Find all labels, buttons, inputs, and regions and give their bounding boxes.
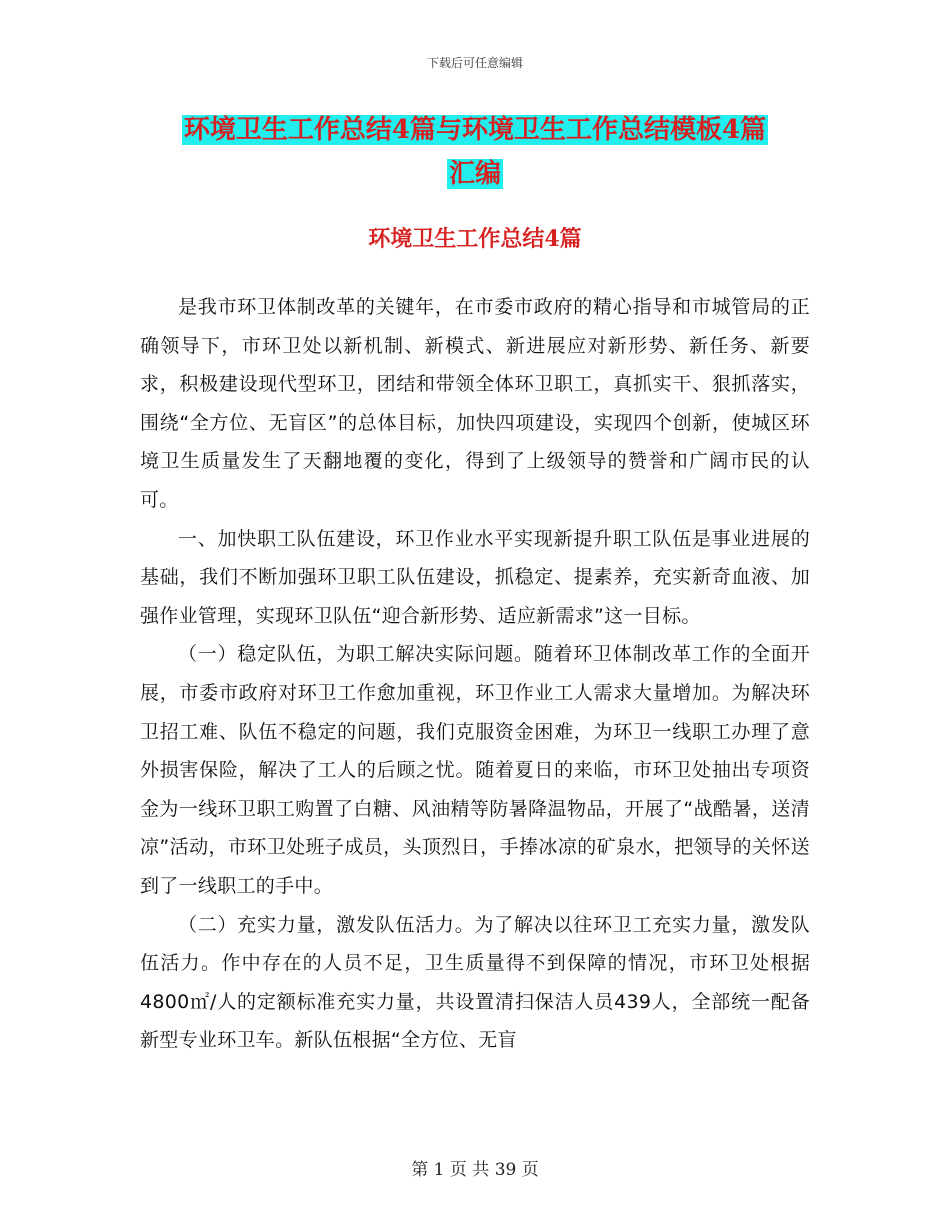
paragraph-1: 是我市环卫体制改革的关键年，在市委市政府的精心指导和市城管局的正确领导下，市环卫处以新机制、新模式、新进展应对新形势、新任务、新要求，积极建设现代型环卫，团结和带领全体环卫职工，真抓实干、狠抓落实，围绕“全方位、无盲区”的总体目标，加快四项建设，实现四个创新，使城区环境卫生质量发生了天翻地覆的变化，得到了上级领导的赞誉和广阔市民的认可。	[140, 296, 810, 511]
body-text	[140, 288, 810, 1060]
paragraph-3: （一）稳定队伍，为职工解决实际问题。随着环卫体制改革工作的全面开展，市委市政府对环卫工作愈加重视，环卫作业工人需求大量增加。为解决环卫招工难、队伍不稳定的问题，我们克服资金困难，为环卫一线职工办理了意外损害保险，解决了工人的后顾之忧。随着夏日的来临，市环卫处抽出专项资金为一线环卫职工购置了白糖、风油精等防暑降温物品，开展了“战酷暑，送清凉”活动，市环卫处班子成员，头顶烈日，手捧冰凉的矿泉水，把领导的关怀送到了一线职工的手中。	[140, 643, 810, 897]
document-title-line2: 汇编	[448, 159, 501, 189]
paragraph-4: （二）充实力量，激发队伍活力。为了解决以往环卫工充实力量，激发队伍活力。作中存在的人员不足，卫生质量得不到保障的情况，市环卫处根据4800㎡/人的定额标准充实力量，共设置清扫保洁人员439人，全部统一配备新型专业环卫车。新队伍根据“全方位、无盲	[140, 913, 810, 1052]
paragraph-2: 一、加快职工队伍建设，环卫作业水平实现新提升职工队伍是事业进展的基础，我们不断加强环卫职工队伍建设，抓稳定、提素养，充实新奇血液、加强作业管理，实现环卫队伍“迎合新形势、适应新需求”这一目标。	[140, 527, 810, 627]
page-number-footer: 第 1 页 共 39 页	[411, 1160, 539, 1180]
section-title: 环境卫生工作总结4篇	[368, 226, 582, 252]
document-title	[140, 108, 810, 196]
header-note: 下载后可任意编辑	[426, 56, 523, 70]
document-title-line1: 环境卫生工作总结4篇与环境卫生工作总结模板4篇	[183, 115, 767, 145]
